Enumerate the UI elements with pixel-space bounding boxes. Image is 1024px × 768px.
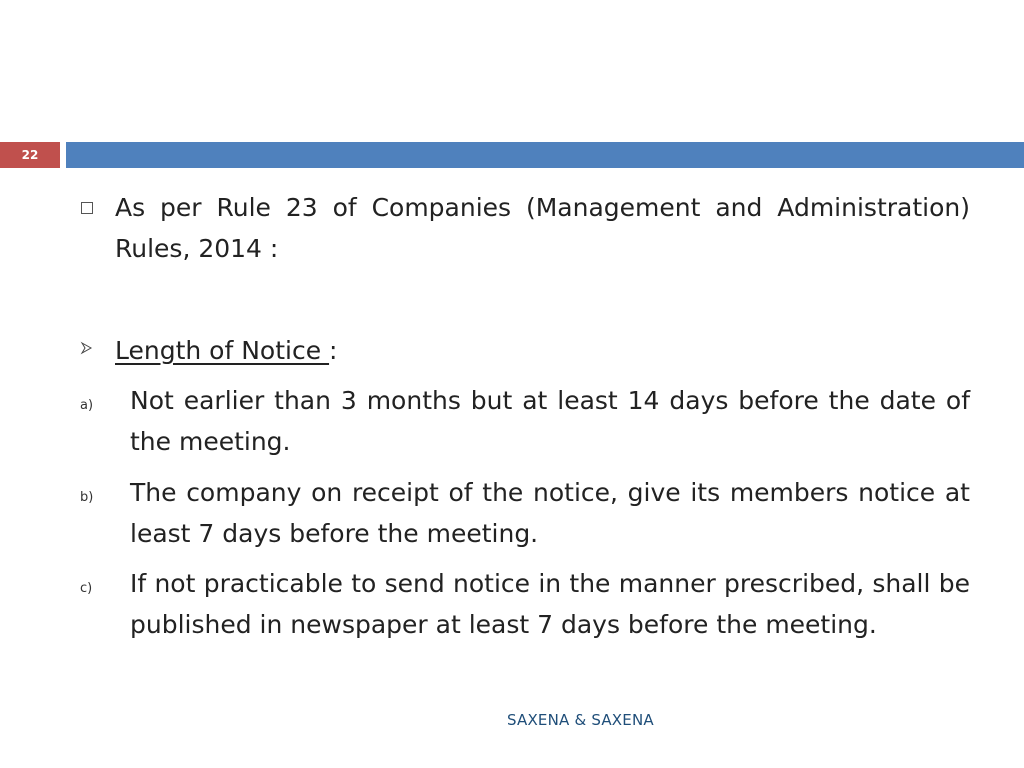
list-item-label: b) [80, 490, 94, 505]
square-bullet-icon [81, 202, 93, 214]
section-heading-text: Length of Notice [115, 336, 330, 365]
section-heading [115, 330, 337, 371]
arrow-bullet-icon [80, 340, 94, 356]
page-number: 22 [0, 142, 60, 168]
footer-text: SAXENA & SAXENA [507, 711, 654, 729]
intro-paragraph: As per Rule 23 of Companies (Management and Administration) Rules, 2014 : [115, 193, 970, 263]
list-item-text: Not earlier than 3 months but at least 14 days before the date of the meeting. [130, 386, 970, 456]
list-item-text: If not practicable to send notice in the manner prescribed, shall be published in newspaper at least 7 days before the meeting. [130, 569, 970, 639]
list-item-label: a) [80, 398, 94, 413]
section-heading-colon: : [329, 336, 338, 365]
list-item-text: The company on receipt of the notice, give its members notice at least 7 days before the meeting. [130, 478, 970, 548]
list-item-label: c) [80, 581, 93, 596]
